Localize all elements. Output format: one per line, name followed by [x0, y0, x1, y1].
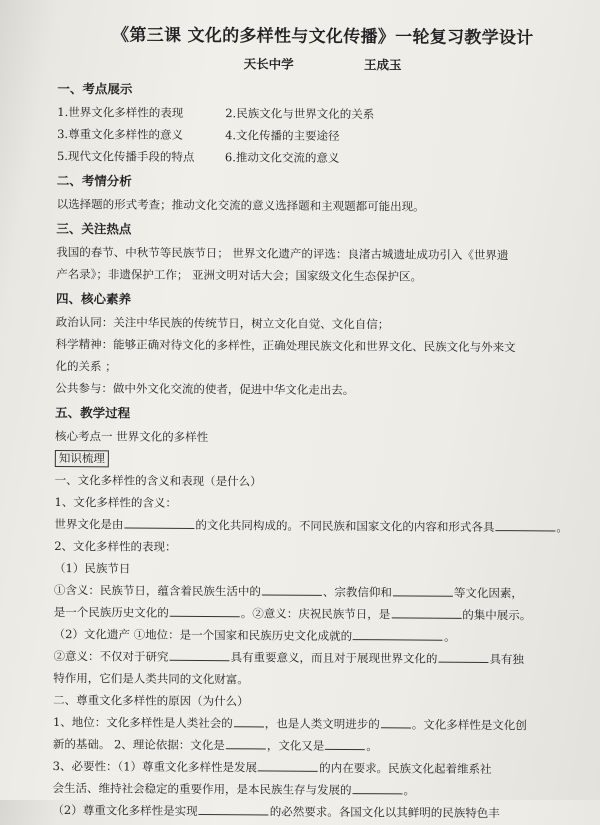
paragraph: 以选择题的形式考查；推动文化交流的意义选择题和主观题都可能出现。	[56, 196, 425, 214]
fill-blank	[170, 604, 240, 617]
section-heading: 一、考点展示	[57, 80, 133, 97]
fill-line: 新的基础。 2、理论依据：文化是 ，文化又是 。	[52, 736, 378, 754]
fill-line: 是一个民族历史文化的 。②意义：庆祝民族节日，是 的集中展示。	[53, 604, 532, 623]
document-page	[52, 8, 588, 821]
fill-blank	[199, 802, 269, 815]
paragraph: 一、文化多样性的含义和表现（是什么）	[54, 472, 262, 489]
fill-blank	[124, 515, 194, 528]
paragraph: 1、文化多样性的含义：	[54, 494, 177, 510]
boxed-label: 知识梳理	[55, 450, 109, 467]
list-item: 4.文化传播的主要途径	[225, 128, 340, 143]
fill-blank	[438, 650, 488, 663]
fill-blank	[381, 715, 411, 728]
school-name: 天长中学	[243, 56, 294, 72]
fill-line: ②意义：不仅对于研究 具有重要意义，而且对于展现世界文化的 具有独	[53, 648, 525, 667]
paragraph: 产名录》；非遗保护工作； 亚洲文明对话大会；国家级文化生态保护区。	[56, 266, 423, 284]
fill-line: 会生活、维持社会稳定的重要作用，是本民族生存与发展的 。	[52, 780, 416, 798]
fill-blank	[393, 583, 453, 596]
fill-line: （2）文化遗产 ①地位：是一个国家和民族历史文化成就的 。	[53, 626, 456, 644]
paragraph: 核心考点一 世界文化的多样性	[54, 428, 209, 445]
list-item: 1.世界文化多样性的表现	[57, 104, 184, 120]
list-item: 5.现代文化传播手段的特点	[56, 148, 195, 164]
section-heading: 三、关注热点	[56, 220, 132, 237]
list-item: 6.推动文化交流的意义	[224, 150, 340, 165]
section-heading: 二、考情分析	[56, 172, 132, 189]
fill-blank	[353, 627, 443, 641]
paragraph: 公共参与：做中外文化交流的使者，促进中华文化走出去。	[55, 380, 355, 398]
paragraph: （1）民族节日	[54, 560, 131, 576]
author-line	[58, 53, 588, 75]
paragraph: 特作用，它们是人类共同的文化财富。	[53, 670, 249, 687]
paragraph: 化的关系 ；	[55, 358, 117, 374]
section-heading: 四、核心素养	[55, 290, 132, 307]
paragraph: 我国的春节、中秋节等民族节日； 世界文化遗产的评选：良渚古城遗址成功引入《世界遗	[56, 244, 509, 263]
list-item: 2.民族文化与世界文化的关系	[225, 106, 375, 122]
fill-blank	[495, 518, 555, 531]
fill-blank	[226, 736, 266, 749]
author-name: 王成玉	[363, 57, 402, 73]
paragraph: 二、尊重文化多样性的原因（为什么）	[53, 692, 249, 709]
fill-line: （2）尊重文化多样性是实现 的必然要求。各国文化以其鲜明的民族特色丰	[52, 802, 500, 821]
fill-blank	[262, 582, 322, 595]
fill-line: 世界文化是由 的文化共同构成的。不同民族和国家文化的内容和形式各具 。	[54, 516, 568, 535]
fill-blank	[169, 648, 229, 661]
fill-blank	[258, 758, 318, 771]
list-item: 3.尊重文化多样性的意义	[57, 126, 184, 142]
fill-blank	[234, 714, 264, 727]
fill-blank	[391, 605, 461, 618]
paragraph: 政治认同：关注中华民族的传统节日，树立文化自觉、文化自信；	[55, 314, 390, 332]
document-title: 《第三课 文化的多样性与文化传播》一轮复习教学设计	[112, 25, 534, 49]
paragraph: 2、文化多样性的表现：	[54, 538, 177, 554]
paragraph: 科学精神：能够正确对待文化的多样性，正确处理民族文化和世界文化、民族文化与外来文	[55, 336, 516, 355]
fill-line: 3、必要性：（1）尊重文化多样性是发展 的内在要求。民族文化起着维系社	[52, 758, 492, 777]
section-heading: 五、教学过程	[55, 404, 131, 421]
fill-blank	[325, 737, 365, 750]
fill-line: ①含义：民族节日，蕴含着民族生活中的 、宗教信仰和 等文化因素，	[53, 582, 523, 601]
exam-points-list	[57, 101, 587, 171]
fill-line: 1、地位：文化多样性是人类社会的 ，也是人类文明进步的 。文化多样性是文化创	[52, 714, 527, 733]
fill-blank	[353, 781, 403, 794]
